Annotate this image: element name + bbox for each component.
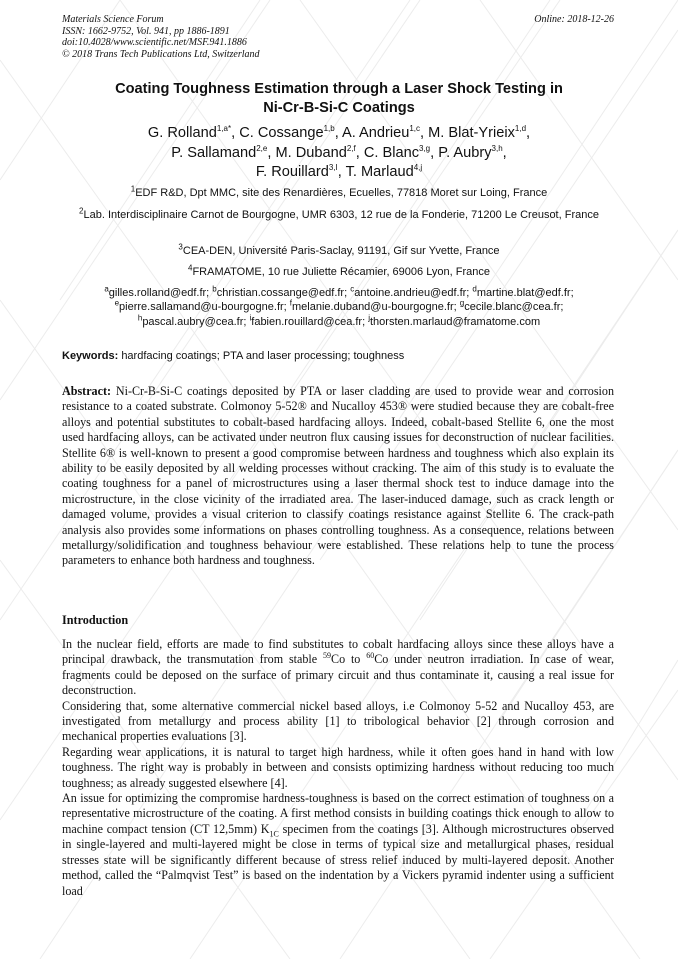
email-line [50, 312, 628, 329]
email[interactable]: gilles.rolland@edf.fr; [108, 287, 210, 299]
author-sup: 3,h [491, 143, 503, 153]
email-sup: h [137, 312, 143, 322]
text-run: Co under neutron irradiation. In case of wear, fragments could be deposed on the surface of primary circuit and thus contaminate it, causing a real issue for deconstruction. [62, 652, 614, 698]
email[interactable]: pierre.sallamand@u-bourgogne.fr; [119, 301, 287, 314]
author-name: M. Duband [275, 144, 347, 161]
text-run: In the nuclear field, efforts are made to find substitutes to cobalt hardfacing alloys since these alloys have a principal drawback, the transmutation from stable [62, 637, 614, 667]
affiliation-text: Lab. Interdisciplinaire Carnot de Bourgogne, UMR 6303, 12 rue de la Fonderie, 71200 Le Creusot, France [83, 209, 599, 221]
author-sup: 2,e [256, 143, 268, 153]
email-line [50, 286, 628, 300]
author-sup: 3,g [419, 143, 431, 153]
author-name: C. Cossange [239, 125, 324, 141]
affiliation-text: FRAMATOME, 10 rue Juliette Récamier, 69006 Lyon, France [192, 266, 490, 278]
journal-name: Materials Science Forum [62, 14, 164, 25]
affiliation-num: 2 [79, 206, 84, 216]
affiliation-num: 1 [130, 184, 136, 194]
introduction-heading: Introduction [62, 613, 129, 627]
affiliation-3 [70, 244, 608, 259]
author-line: G. Rolland$^{1,a*}$, C. Cossange$^{1,b}$, A. Andrieu$^{1,c}$, M. Blat-Yrieix$^{1,d}$, [147, 124, 531, 141]
paper-title [40, 80, 638, 118]
email-sup: g [459, 298, 465, 308]
online-date: Online: 2018-12-26 [534, 14, 614, 25]
email-sup: c [350, 284, 355, 294]
affiliation-text: CEA-DEN, Université Paris-Saclay, 91191, Gif sur Yvette, France [182, 245, 500, 257]
issn: ISSN: 1662-9752, Vol. 941, pp 1886-1891 [62, 25, 230, 37]
email[interactable]: cecile.blanc@cea.fr; [464, 301, 564, 314]
author-name: P. Sallamand [171, 144, 257, 161]
affiliation-4 [70, 265, 608, 280]
author-line: F. Rouillard$^{3,I}$, T. Marlaud$^{4,j}$ [255, 163, 423, 180]
paragraph [62, 637, 614, 699]
affiliation-num: 3 [178, 242, 183, 252]
keywords-label: Keywords: [62, 350, 119, 362]
email-sup: a [104, 284, 109, 294]
introduction-body [62, 637, 614, 899]
title-line-1: Coating Toughness Estimation through a Laser Shock Testing in [115, 81, 563, 97]
email[interactable]: thorsten.marlaud@framatome.com [370, 315, 541, 328]
author-sup: 4,j [413, 163, 423, 173]
journal-info [62, 14, 260, 60]
author-sup: 1,c [409, 124, 421, 134]
superscript: 60 [366, 651, 375, 661]
email[interactable]: pascal.aubry@cea.fr; [142, 315, 247, 328]
affiliation-2 [70, 208, 608, 223]
email-sup: e [114, 298, 120, 308]
email[interactable]: christian.cossange@edf.fr; [216, 287, 348, 299]
author-name: T. Marlaud [345, 164, 414, 180]
email-sup: b [212, 284, 217, 294]
superscript: 59 [323, 651, 331, 661]
author-sup: 1,a* [216, 124, 232, 134]
email-sup: i [249, 312, 252, 322]
paragraph: Considering that, some alternative commercial nickel based alloys, i.e Colmonoy 5-52 and Nucalloy 453, are investigated from metallurgy and process ability [1] to tribological behavior [2] through corrosion and mechanical properties evaluations [3]. [62, 698, 614, 744]
author-sup: 1,b [323, 124, 335, 134]
email[interactable]: fabien.rouillard@cea.fr; [251, 315, 366, 328]
paragraph [62, 791, 614, 899]
author-list [40, 124, 638, 183]
author-line: P. Sallamand$^{2,e}$, M. Duband$^{2,f}$, C. Blanc$^{3,g}$, P. Aubry$^{3,h}$, [171, 143, 507, 161]
email-sup: d [472, 284, 477, 294]
author-name: F. Rouillard [255, 164, 329, 180]
email[interactable]: melanie.duband@u-bourgogne.fr; [292, 301, 457, 314]
author-name: A. Andrieu [342, 125, 410, 141]
author-name: C. Blanc [363, 144, 419, 161]
author-name: M. Blat-Yrieix [428, 125, 515, 141]
author-sup: 2,f [346, 143, 356, 153]
author-name: G. Rolland [147, 125, 217, 141]
abstract [62, 384, 614, 569]
subscript: 1C [269, 829, 279, 839]
affiliation-1 [70, 186, 608, 201]
affiliation-text: EDF R&D, Dpt MMC, site des Renardières, Ecuelles, 77818 Moret sur Loing, France [135, 187, 548, 199]
text-run: specimen from the coatings [3]. Although microstructures observed in single-layered and multi-layered might be close in terms of typical size and metallurgical phases, residual stresses state will be significantly different because of stress relief induced by multi-layered deposit. Another method, called the “Palmqvist Test” is based on the indentation by a Vickers pyramid indenter using a sufficient load [62, 821, 614, 898]
copyright: © 2018 Trans Tech Publications Ltd, Switzerland [62, 48, 260, 60]
email-sup: j [368, 312, 370, 322]
paragraph: Regarding wear applications, it is natural to target high hardness, while it often goes hand in hand with low toughness. The right way is probably in between and consists optimizing hardness without reducing too much toughness; as already suggested elsewhere [4]. [62, 744, 614, 790]
email[interactable]: antoine.andrieu@edf.fr; [354, 287, 470, 299]
affiliation-num: 4 [188, 263, 193, 273]
author-name: P. Aubry [438, 144, 492, 161]
abstract-label: Abstract: [62, 384, 112, 398]
text-run: An issue for optimizing the compromise hardness-toughness is based on the correct estimation of toughness on a representative microstructure of the coating. A first method consists in building coatings thick enough to allow to machine compact tension (CT 12,5mm) K [62, 791, 614, 836]
email-line [50, 300, 628, 314]
title-line-2: Ni-Cr-B-Si-C Coatings [263, 100, 415, 116]
author-sup: 3,I [328, 163, 338, 173]
keywords [62, 349, 404, 363]
email[interactable]: martine.blat@edf.fr; [476, 287, 574, 299]
keywords-text: hardfacing coatings; PTA and laser processing; toughness [121, 350, 405, 362]
doi: doi:10.4028/www.scientific.net/MSF.941.1886 [62, 37, 247, 48]
author-sup: 1,d [514, 124, 527, 134]
email-list [50, 286, 628, 329]
text-run: Co to [331, 652, 367, 667]
email-sup: f [289, 298, 293, 308]
abstract-text: Ni-Cr-B-Si-C coatings deposited by PTA or laser cladding are used to provide wear and corrosion resistance to a coated substrate. Colmonoy 5-52® and Nucalloy 453® were studied because they are cobalt-free alloys and potential substitutes to cobalt-based hardfacing alloys. Indeed, cobalt-based Stellite 6, one the most used hardfacing alloys, can be activated under neutron flux causing issues for deconstruction of nuclear facilities. Stellite 6® is well-known to present a good compromise between hardness and toughness which also explain its ability to be easily deposited by all welding processes without cracking. The aim of this study is to evaluate the coating toughness for a panel of microstructures using a laser thermal shock test to induce damage into the microstructure, in the close vicinity of the irradiated area. The laser-induced damage, such as crack length or damaged volume, provides a visual criterion to classify coatings resistance against Stellite 6. The crack-path analysis also provides some informations on phases controlling toughness. As a consequence, relations between metallurgy/solidification and toughness behaviour were established. These relations help to tune the process parameters to enhance both hardness and toughness. [62, 384, 614, 568]
